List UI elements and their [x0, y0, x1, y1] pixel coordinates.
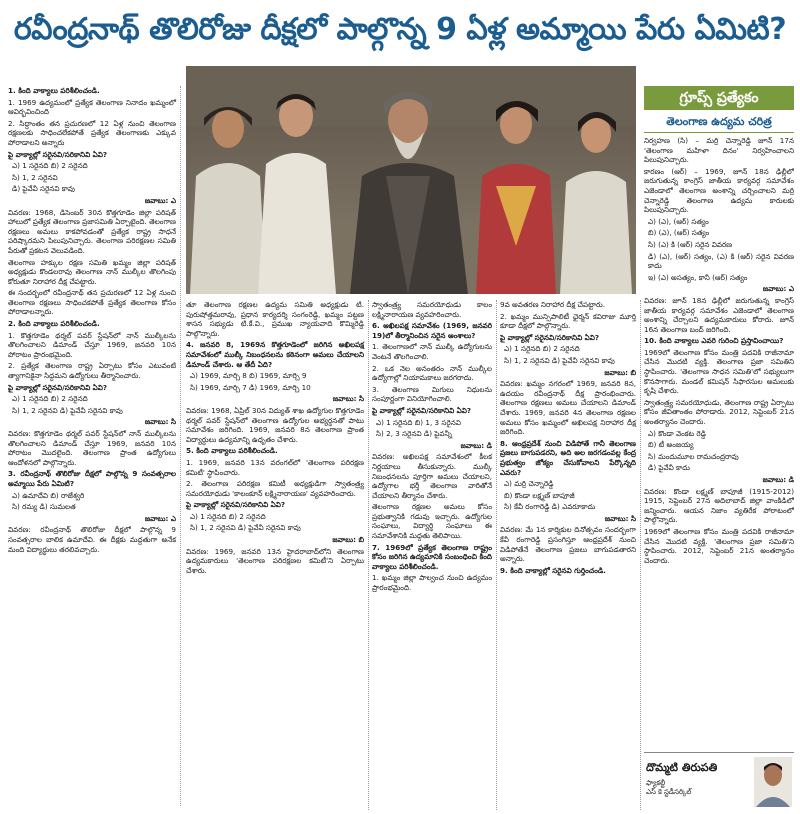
body-text: 1. 1969 ఉద్యమంలో ప్రత్యేక తెలంగాణ నినాదం ఖమ్మంలో ఆవిర్భవించింది	[8, 97, 176, 117]
answer-option: సి) (ఎ) కి (ఆర్) సరైన వివరణ	[648, 239, 733, 249]
answer-key: జవాబు: ఎ	[144, 195, 176, 205]
question-text: 4. జనవరి 8, 1969న కొత్తగూడెంలో జరిగిన అఖిలపక్ష సమావేశంలో ముల్కీ నిబంధనలను కఠినంగా అమలు చేయాలని డిమాండ్ చేశారు. ఆ తేదీ ఏది?	[186, 340, 364, 369]
body-text: 2. సిద్ధాంతం తన ప్రచురణలో 12 ఏళ్ల నుంచి తెలంగాణ రక్షణలకు సాధించలేకపోతే ప్రత్యేక తెలంగాణకు ఎక్కువ పోరాడాలని అన్నారు	[8, 118, 176, 147]
body-text: వివరణ: జూన్ 18న ఢిల్లీలో జరుగుతున్న కాంగ్రెస్ జాతీయ కార్యవర్గ సమావేశం ఎజెండాలో తెలంగాణ అంశాన్ని చేర్చాలని ఉద్యమకారులు కోరారు. జూన్ 16న తెలంగాణ బంద్ జరిగింది.	[644, 295, 794, 334]
headline: రవీంద్రనాథ్ తొలిరోజు దీక్షలో పాల్గొన్న 9 ఏళ్ల అమ్మాయి పేరు ఏమిటి?	[13, 12, 787, 47]
answer-option: డి) పైవేవీ కాదు	[648, 463, 690, 473]
question-text: పై వాక్యాల్లో సరైనవి/సరికానివి ఏవి?	[372, 405, 472, 415]
body-text: వివరణ: 1968, డిసెంబర్ 30న కొత్తగూడెం జిల్లా పరిషత్ హాలులో ప్రత్యేక తెలంగాణ ప్రజాసమితి ఏర్పాటైంది. తెలంగాణ రక్షణలు అమలు కాకపోవడంతో ప్రత్యేక రాష్ట్ర సాధనే పరిష్కారమని పిలుపునిచ్చారు. తెలంగాణ పరిరక్షణల సమితి పేరుతో ప్రకటన వెలువడింది.	[8, 207, 176, 255]
question-text: 8. ఆంధ్రప్రదేశ్ నుంచి విడిపోతే గానీ తెలంగాణ ప్రజలు బాగుపడరని, అది అల జరగడంవల్ల కేంద్ర ప్రభుత్వం జోక్యం చేసుకోవాలని పేర్కొన్నది ఎవరు?	[500, 438, 636, 477]
body-text: వివరణ: రవీంద్రనాథ్ తొలిరోజు దీక్షలో పాల్గొన్న 9 సంవత్సరాల బాలిక ఉమాదేవి. ఈ దీక్షకు మద్దతుగా అనేక మంది విద్యార్థులు తరలివచ్చారు.	[8, 525, 176, 554]
body-text: వివరణ: 1968, ఏప్రిల్ 30న విద్యుత్ శాఖ ఉద్యోగుల కొత్తగూడెం థర్మల్ పవర్ స్టేషన్‌లో తెలంగాణ ఉద్యోగుల అభ్యర్థనతో పాటు సమావేశం జరిగింది. 1969, జనవరి 8న తెలంగాణ ప్రాంత విద్యార్థులు ఉద్యమాన్ని ఉధృతం చేశారు.	[186, 405, 364, 444]
answer-key: జవాబు: డి	[762, 475, 794, 484]
answer-option: సి) రమ్య డి) సుమలత	[12, 502, 76, 512]
body-text: స్వాతంత్ర్య సమరయోధుడు కాలం లక్ష్మినారాయణ వ్యవహరించారు.	[372, 300, 492, 319]
question-text: పై వాక్యాల్లో సరైనవి/సరికానివి ఏవి?	[500, 332, 600, 342]
body-text: వివరణ: ఖమ్మం నగరంలో 1969, జనవరి 8న, ఉదయం రవీంద్రనాథ్ దీక్ష ప్రారంభించారు. తెలంగాణ రక్షణలు అమలు చేయాలని డిమాండ్ చేశారు. 1969, జనవరి 4న తెలంగాణ రక్షణల అమలు కోసం ఖమ్మంలో అఖిలపక్ష నిరాహార దీక్ష జరిగింది.	[500, 379, 636, 437]
answer-option: ఎ) కొండా వెంకట రెడ్డి	[648, 428, 706, 438]
body-text: 2. తెలంగాణ పరిరక్షణ కమిటీ అధ్యక్షుడిగా స్వాతంత్ర్య సమరయోధుడు 'కాలంకూన్ లక్ష్మినారాయణ' వ్యవహరించారు.	[186, 479, 364, 498]
question-text: 1. కింది వాక్యాలు పరిశీలించండి.	[8, 86, 100, 95]
question-text: 9. కింది వాక్యాల్లో సరైనవి గుర్తించండి.	[500, 565, 606, 575]
section-badge: గ్రూప్స్ ప్రత్యేకం	[644, 86, 794, 110]
answer-option: బి) టీ అంజయ్య	[648, 440, 694, 450]
answer-option: సి) 1969, మార్చి 7 డి) 1969, మార్చి 10	[190, 382, 311, 392]
answer-key: జవాబు: బి	[604, 367, 636, 377]
body-text: స్వాతంత్ర్య సమరయోధుడు, తెలంగాణ రాష్ట్ర ఏర్పాటు కోసం జీవితాంతం పోరాడారు. 2012, సెప్టెంబర్ 21న అంతర్యానం చెందారు.	[644, 397, 794, 427]
author-title: ఫ్యాకల్టీ	[646, 779, 666, 787]
body-text: తెలంగాణ హక్కుల రక్షణ సమితి ఖమ్మం జిల్లా పరిషత్ అధ్యక్షుడు కొండలరావు తెలంగాణ నాన్ ముల్కీల తొలగింపు కోరుతూ నిరాహార దీక్ష చేపట్టారు.	[8, 257, 176, 286]
answer-option: డి) (ఎ), (ఆర్) సత్యం, (ఎ) కి (ఆర్) సరైన వివరణ కాదు	[648, 251, 794, 271]
question-text: 2. కింది వాక్యాలు పరిశీలించండి.	[8, 319, 100, 329]
body-text: ఈ సందర్భంలో రవీంద్రనాథ్ తన ప్రచురణలో 12 ఏళ్ల నుంచి తెలంగాణ రక్షణలు సాధించకపోతే ప్రత్యేక తెలంగాణ కోసం పోరాడాలన్నారు.	[8, 288, 176, 317]
body-text: నిర్వహణ (సి) – మర్రి చెన్నారెడ్డి జూన్ 17న 'తెలంగాణ మహిళా దినం' నిర్వహించాలని పిలుపునిచ్చారు.	[644, 136, 794, 165]
body-text: 2. ఒక నెల అనంతరం నాన్ ముల్కీల ఉద్యోగాల్లో నియామకాలు జరగరాదు.	[372, 363, 492, 383]
answer-key: జవాబు: సి	[604, 513, 636, 523]
body-text: 1. 1969, జనవరి 13న వరంగల్‌లో 'తెలంగాణ పరిరక్షణ కమిటీ' స్థాపించారు.	[186, 457, 364, 477]
question-text: 7. 1969లో ప్రత్యేక తెలంగాణ రాష్ట్రం కోసం జరిగిన ఉద్యమానికి సంబంధించి కింది వాక్యాలు పరిశీలించండి.	[372, 542, 492, 571]
body-text: 1969లో తెలంగాణ కోసం మంత్రి పదవికి రాజీనామా చేసిన మొదటి వ్యక్తి. 'తెలంగాణ ప్రజా సమితి'ని స్థాపించారు. 2012, సెప్టెంబర్ 21న అంతర్యానం చెందారు.	[644, 526, 794, 565]
answer-key: జవాబు: బి	[332, 535, 364, 545]
answer-option: సి) 1, 2 సరైనవి	[12, 172, 58, 182]
answer-option: ఎ) 1969, మార్చి 8 బి) 1969, మార్చి 9	[190, 371, 307, 381]
answer-option: ఎ) (ఎ), (ఆర్) సత్యం	[648, 216, 709, 226]
answer-option: ఎ) మర్రి చెన్నారెడ్డి	[504, 479, 554, 489]
question-text: 3. రవీంద్రనాథ్ తొలిరోజు దీక్షలో పాల్గొన్న 9 సంవత్సరాల అమ్మాయి పేరు ఏమిటి?	[8, 469, 176, 488]
answer-option: ఎ) 1 సరైనది బి) 2 సరైనది	[504, 344, 580, 354]
answer-key: జవాబు: ఎ	[762, 284, 794, 294]
column-4	[500, 300, 641, 810]
answer-option: సి) మందుమూల రామచంద్రరావు	[648, 451, 739, 461]
body-text: వివరణ: మే 1న కార్మికుల దినోత్సవం సందర్భంగా కేవీ రంగారెడ్డి ప్రసంగిస్తూ ఆంధ్రప్రదేశ్ నుంచి విడిపోతేనే తెలంగాణ ప్రజలు బాగుపడతారని అన్నారు.	[500, 525, 636, 564]
body-text: వివరణ: అఖిలపక్ష సమావేశంలో కీలక నిర్ణయాలు తీసుకున్నారు. ముల్కీ నిబంధనలను పూర్తిగా అమలు చేయాలని, ఉద్యోగాల భర్తీ తెలంగాణ వారితోనే చేయాలని తీర్మానం చేశారు.	[372, 452, 492, 500]
answer-option: ఇ) (ఎ) అసత్యం, కానీ (ఆర్) సత్యం	[648, 272, 748, 282]
group-portrait-image	[186, 66, 636, 294]
answer-option: ఎ) ఉమాదేవి బి) రాజేశ్వరి	[12, 490, 85, 500]
answer-option: సి) 1, 2 సరైనవి డి) పైవేవీ సరైనవి కావు	[190, 523, 301, 533]
body-text: 9వ అవతరణ నిరాహార దీక్ష చేపట్టారు.	[500, 300, 606, 309]
answer-option: సి) 1, 2 సరైనవి డి) పైవేవీ సరైనవి కావు	[12, 405, 123, 415]
question-text: 5. కింది వాక్యాలు పరిశీలించండి.	[186, 446, 278, 456]
answer-option: బి) (ఎ), (ఆర్) సత్యం	[648, 228, 710, 238]
body-text: తెలంగాణ రక్షణల అమలు కోసం ప్రభుత్వానికి గడువు ఇచ్చారు. ఉద్యోగుల సంఘాలు, విద్యార్థి సంఘాలు ఈ సమావేశానికి మద్దతు తెలిపాయి.	[372, 502, 492, 541]
answer-option: బి) కొండా లక్ష్మణ్ బాపూజీ	[504, 490, 575, 500]
body-text: కారణం (ఆర్) – 1969, జూన్ 18న ఢిల్లీలో జరుగుతున్న కాంగ్రెస్ జాతీయ కార్యవర్గ సమావేశం ఎజెండాలో తెలంగాణ అంశాన్ని చర్చించాలని మర్రి చెన్నారెడ్డి తెలంగాణ ఉద్యమ కారులకు పిలుపునిచ్చారు.	[644, 166, 794, 215]
body-text: 1. ఖమ్మం జిల్లా పాల్వంచ నుంచి ఉద్యమం ప్రారంభమైంది.	[372, 573, 492, 593]
answer-key: జవాబు: సి	[332, 394, 364, 404]
question-text: పై వాక్యాల్లో సరైనవి/సరికానివి ఏవి?	[8, 382, 108, 392]
answer-key: జవాబు: సి	[144, 417, 176, 427]
answer-option: ఎ) 1 సరైనది బి) 2 సరైనది	[12, 394, 88, 404]
body-text: వివరణ: కొత్తగూడెం థర్మల్ పవర్ స్టేషన్‌లో నాన్ ముల్కీలను తొలగించాలని డిమాండ్ చేస్తూ 1969, జనవరి 10న పోరాటం మొదలైంది. తెలంగాణ ప్రాంత ఉద్యోగులు ఆందోళనలో పాల్గొన్నారు.	[8, 429, 176, 467]
answer-option: సి) కేవీ రంగారెడ్డి డి) ఎవరూకాదు	[504, 502, 596, 512]
body-text: 1. కొత్తగూడెం థర్మల్ పవర్ స్టేషన్‌లో నాన్ ముల్కీలను తొలగించాలని డిమాండ్ చేస్తూ 1969, జనవరి 10న పోరాటం ప్రారంభమైంది.	[8, 330, 176, 359]
answer-option: ఎ) 1 సరైనది బి) 2 సరైనది	[190, 511, 266, 521]
question-text: పై వాక్యాల్లో సరైనవి/సరికానివి ఏవి?	[8, 149, 108, 159]
column-3	[372, 300, 497, 810]
body-text: 3. తెలంగాణ మిగులు నిధులను సంపూర్ణంగా వినియోగించాలి.	[372, 384, 492, 404]
body-text: 1969లో తెలంగాణ కోసం మంత్రి పదవికి రాజీనామా చేసిన మొదటి వ్యక్తి. తెలంగాణ ప్రజా సమితిని స్థాపించారు. 'తెలంగాణ సాధన సమితి'లో సభ్యులుగా కొనసాగారు. మండల్ కమిషన్ సిఫారసుల అమలుకు కృషి చేశారు.	[644, 347, 794, 396]
question-text: 6. అఖిలపక్ష సమావేశం (1969, జనవరి 19)లో తీర్మానించిన సరైన అంశాలు?	[372, 321, 492, 340]
body-text: 2. ప్రత్యేక తెలంగాణ రాష్ట్ర ఏర్పాటు కోసం ఎటువంటి త్యాగానికైనా సిద్ధమని ఉద్యోగులు తీర్మానించారు.	[8, 361, 176, 381]
body-text: 1. తెలంగాణలో నాన్ ముల్కీ ఉద్యోగులను వెంటనే తొలగించాలి.	[372, 342, 492, 361]
answer-option: ఎ) 1 సరైనది బి) 1, 3 సరైనవి	[376, 417, 461, 427]
column-2	[186, 300, 369, 810]
answer-key: జవాబు: ఎ	[144, 513, 176, 523]
answer-option: ఎ) 1 సరైనది బి) 2 సరైనది	[12, 161, 88, 171]
body-text: వివరణ: 1969, జనవరి 13న హైదరాబాద్‌లోని తెలంగాణ ఉద్యమకారులు 'తెలంగాణ పరిరక్షణల కమిటీ'ని ఏర్పాటు చేశారు.	[186, 546, 364, 575]
section-subtitle: తెలంగాణ ఉద్యమ చరిత్ర	[644, 112, 794, 133]
answer-option: సి) 2, 3 సరైనవి డి) పైవన్నీ	[376, 429, 453, 439]
question-text: 10. కింది వాక్యాలు ఎవరి గురించి ప్రస్తావించాయి?	[644, 336, 784, 346]
author-avatar	[754, 757, 792, 807]
column-1	[8, 86, 181, 806]
author-name: దొమ్మటి తిరుపతి	[646, 761, 718, 774]
answer-key: జవాబు: డి	[460, 440, 492, 450]
column-5	[644, 136, 794, 748]
body-text: వివరణ: కొండా లక్ష్మణ్ బాపూజీ (1915-2012) 1915, సెప్టెంబర్ 27న అదిలాబాద్ జిల్లా వాంకిడిలో జన్మించారు. ఆయన నిజాం వ్యతిరేక పోరాటంలో పాల్గొన్నారు.	[644, 486, 794, 525]
question-text: పై వాక్యాల్లో సరైనవి/సరికానివి ఏవి?	[186, 500, 286, 510]
author-role	[646, 779, 756, 797]
answer-option: డి) పైవేవీ సరైనవి కావు	[12, 184, 75, 194]
body-text: తూ తెలంగాణ రక్షణల ఉద్యమ సమితి అధ్యక్షుడు టి. పురుషోత్తమరావు, ప్రధాన కార్యదర్శి సంగంరెడ్డి, ఖమ్మం పట్టణ శాసన సభ్యుడు టి.కే.వి., ప్రముఖ న్యాయవాది కొమ్మిరెడ్డి పాల్గొన్నారు.	[186, 300, 364, 338]
body-text: 2. ఖమ్మం మున్సిపాలిటీ ఛైర్మన్ కవిరాజు మూర్తి కూడా దీక్షలో పాల్గొన్నారు.	[500, 311, 636, 331]
author-byline	[644, 752, 794, 811]
author-org: ఎస్ కె స్టడీసర్కిల్	[646, 788, 692, 796]
historical-photo	[186, 66, 636, 294]
answer-option: సి) 1, 2 సరైనవి డి) పైవేవీ సరైనవి కావు	[504, 355, 615, 365]
